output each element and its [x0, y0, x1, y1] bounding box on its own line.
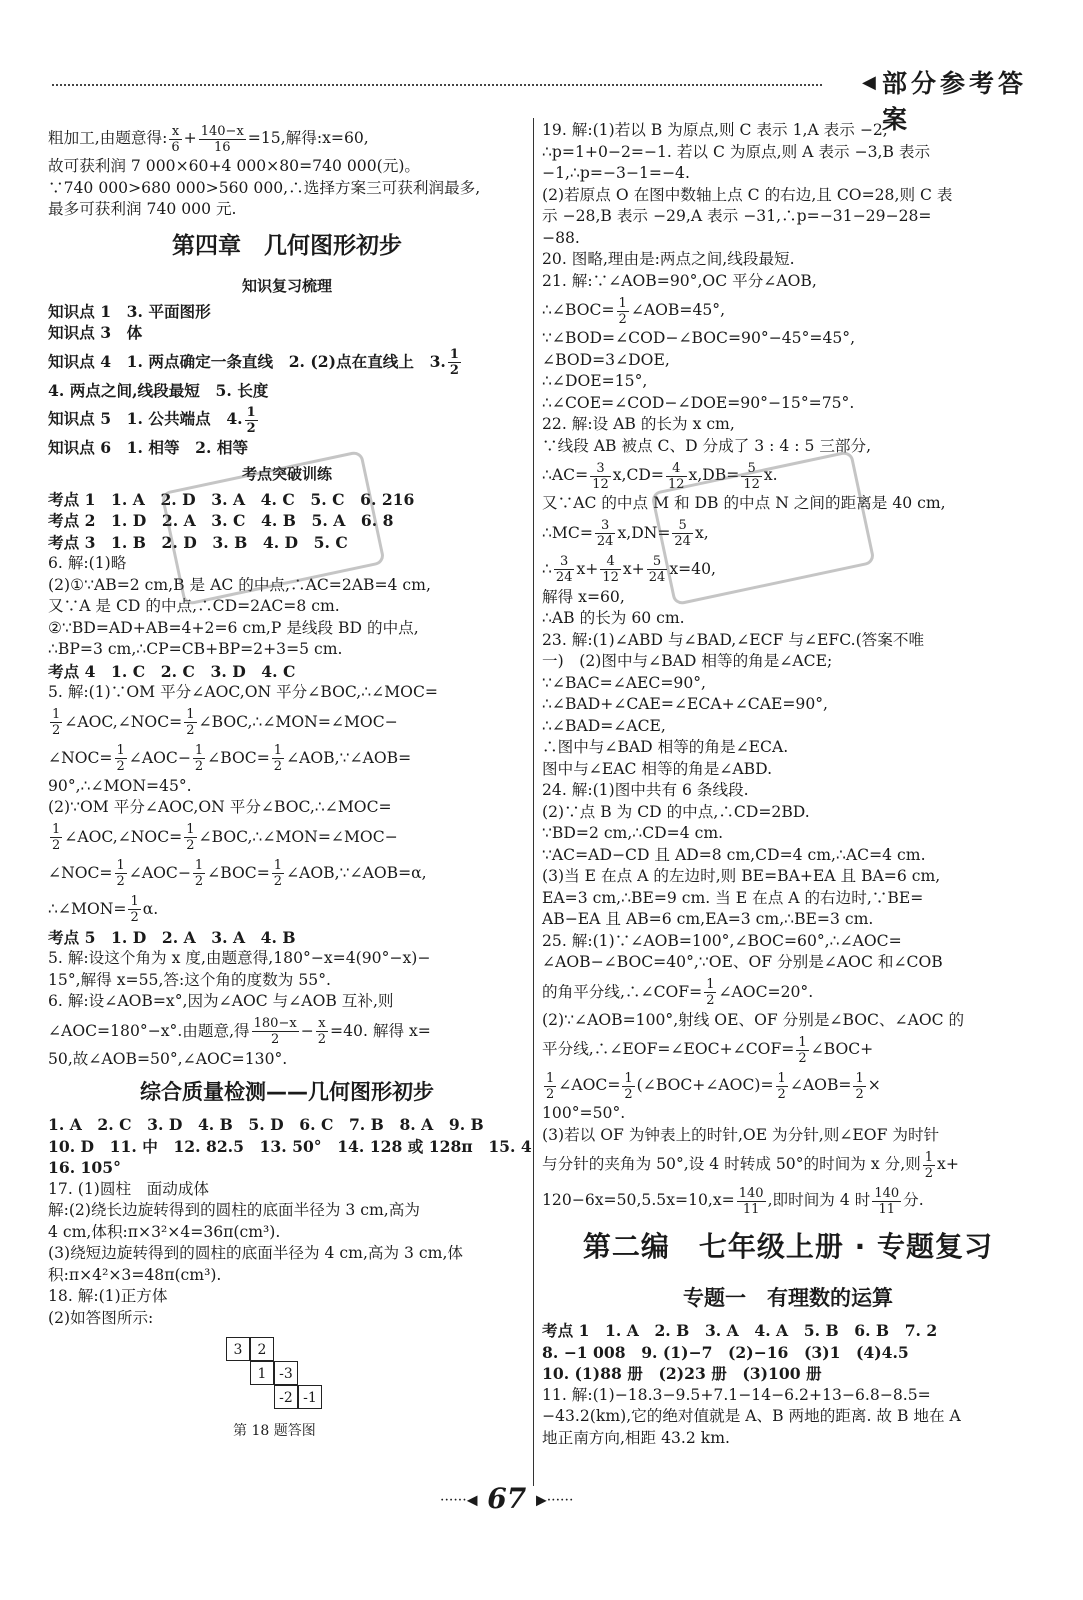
net-cell: -2	[274, 1385, 298, 1409]
text-line: (3)若以 OF 为钟表上的时针,OE 为分针,则∠EOF 为时针	[542, 1125, 940, 1144]
figure-caption: 第 18 题答图	[233, 1423, 316, 1439]
text-line: 考点 1 1. A 2. B 3. A 4. A 5. B 6. B 7. 2	[542, 1321, 938, 1340]
text-line: ∵∠BOD=∠COD−∠BOC=90°−45°=45°,	[542, 329, 856, 347]
text-line: 16. 105°	[48, 1158, 121, 1177]
net-cell: -1	[298, 1385, 322, 1409]
text-line: 19. 解:(1)若以 B 为原点,则 C 表示 1,A 表示 −2,	[542, 121, 888, 139]
text-line: 知识点 5 1. 公共端点 4. $\frac{1}{2}$	[48, 404, 256, 436]
text-line: 最多可获利润 740 000 元.	[48, 200, 237, 218]
net-cell: -3	[274, 1361, 298, 1385]
text-line: ∠AOC=180°−x°.由题意,得 $\frac{180-x}{2}$ − $\frac{x}{2}$ =40. 解得 x=	[48, 1016, 431, 1047]
text-line: 21. 解:∵∠AOB=90°,OC 平分∠AOB,	[542, 271, 817, 290]
text-line: 地正南方向,相距 43.2 km.	[542, 1428, 730, 1447]
text-line: 1. A 2. C 3. D 4. B 5. D 6. C 7. B 8. A 9. B	[48, 1115, 484, 1134]
text-line: 知识点 1 3. 平面图形	[48, 301, 211, 321]
text-line: 考点 1 1. A 2. D 3. A 4. C 5. C 6. 216	[48, 489, 415, 509]
text-line: 考点 3 1. B 2. D 3. B 4. D 5. C	[48, 532, 348, 552]
text-line: ∵BD=2 cm,∴CD=4 cm.	[542, 824, 724, 842]
text-line: ∴∠BAD+∠CAE=∠ECA+∠CAE=90°,	[542, 695, 828, 713]
text-line: 又∵AC 的中点 M 和 DB 的中点 N 之间的距离是 40 cm,	[542, 494, 946, 512]
text-line: ②∵BD=AD+AB=4+2=6 cm,P 是线段 BD 的中点,	[48, 618, 419, 637]
left-triangle-icon: ◀	[862, 72, 876, 93]
text-line: 平分线,∴∠EOF=∠EOC+∠COF= $\frac{1}{2}$ ∠BOC+	[542, 1034, 874, 1066]
text-line: 示 −28,B 表示 −29,A 表示 −31,∴p=−31−29−28=	[542, 207, 932, 225]
text-line: AB−EA 且 AB=6 cm,EA=3 cm,∴BE=3 cm.	[542, 910, 874, 928]
text-line: 知识点 3 体	[48, 323, 143, 342]
text-line: ∵∠BAC=∠AEC=90°,	[542, 673, 707, 692]
text-line: 10. D 11. 中 12. 82.5 13. 50° 14. 128 或 128π 15. 4	[48, 1136, 532, 1156]
text-line: 知识点 4 1. 两点确定一条直线 2. (2)点在直线上 3. $\frac{1}{2}$	[48, 347, 459, 378]
text-line: (2)∵点 B 为 CD 的中点,∴CD=2BD.	[542, 802, 810, 821]
text-line: 与分针的夹角为 50°,设 4 时转成 50°的时间为 x 分,则 $\frac{1}{2}$ x+	[542, 1149, 959, 1181]
text-line: 5. 解:(1)∵OM 平分∠AOC,ON 平分∠BOC,∴∠MOC=	[48, 683, 438, 701]
text-line: 24. 解:(1)图中共有 6 条线段.	[542, 781, 749, 799]
text-line: 积:π×4²×3=48π(cm³).	[48, 1265, 222, 1284]
text-line: (2)若原点 O 在图中数轴上点 C 的右边,且 CO=28,则 C 表	[542, 185, 953, 204]
text-line: 23. 解:(1)∠ABD 与∠BAD,∠ECF 与∠EFC.(答案不唯	[542, 630, 925, 649]
text-line: 5. 解:设这个角为 x 度,由题意得,180°−x=4(90°−x)−	[48, 949, 431, 967]
text-line: ∴AC= $\frac{3}{12}$ x,CD= $\frac{4}{12}$ x,DB= $\frac{5}{12}$ x.	[542, 460, 778, 492]
net-cell: 2	[250, 1337, 274, 1361]
text-line: ∴∠BAD=∠ACE,	[542, 716, 666, 735]
text-line: ∵AC=AD−CD 且 AD=8 cm,CD=4 cm,∴AC=4 cm.	[542, 845, 926, 864]
text-line: 粗加工,由题意得: $\frac{x}{6}$ + $\frac{140-x}{16}$ =15,解得:x=60,	[48, 123, 369, 155]
text-line: 25. 解:(1)∵∠AOB=100°,∠BOC=60°,∴∠AOC=	[542, 931, 902, 950]
text-line: 6. 解:(1)略	[48, 554, 127, 572]
text-line: 8. −1 008 9. (1)−7 (2)−16 (3)1 (4)4.5	[542, 1342, 909, 1362]
text-line: −88.	[542, 228, 580, 247]
topic-heading: 专题一 有理数的运算	[683, 1286, 893, 1310]
text-line: 90°,∴∠MON=45°.	[48, 776, 192, 795]
left-arrow-icon: ······◀	[440, 1492, 478, 1509]
text-line: 15°,解得 x=55,答:这个角的度数为 55°.	[48, 970, 331, 989]
text-line: 知识点 6 1. 相等 2. 相等	[48, 438, 249, 457]
text-line: $\frac{1}{2}$ ∠AOC= $\frac{1}{2}$ (∠BOC+∠AOC)= $\frac{1}{2}$ ∠AOB= $\frac{1}{2}$ ×	[546, 1070, 881, 1102]
left-column	[48, 120, 532, 1443]
text-line: 又∵A 是 CD 的中点,∴CD=2AC=8 cm.	[48, 597, 340, 615]
text-line: −1,∴p=−3−1=−4.	[542, 164, 690, 182]
text-line: 10. (1)88 册 (2)23 册 (3)100 册	[542, 1364, 822, 1383]
text-line: 考点 5 1. D 2. A 3. A 4. B	[48, 927, 296, 947]
page-footer	[440, 1482, 573, 1515]
text-line: 的角平分线,∴∠COF= $\frac{1}{2}$ ∠AOC=20°.	[542, 977, 814, 1008]
text-line: 50,故∠AOB=50°,∠AOC=130°.	[48, 1049, 288, 1068]
text-line: 考点 2 1. D 2. A 3. C 4. B 5. A 6. 8	[48, 511, 394, 530]
text-line: ∴BP=3 cm,∴CP=CB+BP=2+3=5 cm.	[48, 640, 343, 658]
right-arrow-icon: ▶······	[535, 1492, 574, 1509]
section-heading: 考点突破训练	[241, 464, 332, 483]
text-line: $\frac{1}{2}$ ∠AOC,∠NOC= $\frac{1}{2}$ ∠BOC,∴∠MON=∠MOC−	[52, 707, 398, 738]
text-line: −43.2(km),它的绝对值就是 A、B 两地的距离. 故 B 地在 A	[542, 1407, 961, 1425]
text-line: 18. 解:(1)正方体	[48, 1287, 168, 1305]
text-line: (2)∵∠AOB=100°,射线 OE、OF 分别是∠BOC、∠AOC 的	[542, 1010, 965, 1029]
text-line: ∠NOC= $\frac{1}{2}$ ∠AOC− $\frac{1}{2}$ ∠BOC= $\frac{1}{2}$ ∠AOB,∵∠AOB=α,	[48, 858, 427, 889]
header-dotted-rule	[52, 84, 822, 86]
header-title: 部分参考答案	[882, 69, 1028, 134]
text-line: 4. 两点之间,线段最短 5. 长度	[48, 380, 269, 400]
text-line: ∵线段 AB 被点 C、D 分成了 3 : 4 : 5 三部分,	[542, 436, 872, 455]
text-line: EA=3 cm,∴BE=9 cm. 当 E 在点 A 的右边时,∵BE=	[542, 888, 924, 907]
text-line: 考点 4 1. C 2. C 3. D 4. C	[48, 661, 296, 681]
text-line: ∠NOC= $\frac{1}{2}$ ∠AOC− $\frac{1}{2}$ ∠BOC= $\frac{1}{2}$ ∠AOB,∵∠AOB=	[48, 743, 412, 774]
text-line: ∴ $\frac{3}{24}$ x+ $\frac{4}{12}$ x+ $\frac{5}{24}$ x=40,	[542, 554, 716, 585]
text-line: ∴∠COE=∠COD−∠DOE=90°−15°=75°.	[542, 393, 855, 412]
section-heading: 知识复习梳理	[241, 276, 332, 295]
text-line: (2)①∵AB=2 cm,B 是 AC 的中点,∴AC=2AB=4 cm,	[48, 575, 431, 594]
text-line: $\frac{1}{2}$ ∠AOC,∠NOC= $\frac{1}{2}$ ∠BOC,∴∠MON=∠MOC−	[52, 822, 398, 853]
text-line: 图中与∠EAC 相等的角是∠ABD.	[542, 759, 773, 778]
text-line: ∵740 000>680 000>560 000,∴选择方案三可获利润最多,	[48, 178, 481, 197]
text-line: 4 cm,体积:π×3²×4=36π(cm³).	[48, 1222, 281, 1241]
text-line: (3)当 E 在点 A 的左边时,则 BE=BA+EA 且 BA=6 cm,	[542, 867, 941, 885]
text-line: 100°=50°.	[542, 1104, 626, 1122]
text-line: ∴∠BOC= $\frac{1}{2}$ ∠AOB=45°,	[542, 295, 726, 327]
text-line: ∴∠MON= $\frac{1}{2}$ α.	[48, 894, 159, 925]
net-cell: 1	[250, 1361, 274, 1385]
column-divider	[533, 118, 534, 1486]
text-line: 故可获利润 7 000×60+4 000×80=740 000(元)。	[48, 157, 420, 175]
text-line: 解得 x=60,	[542, 587, 625, 606]
text-line: 解:(2)绕长边旋转得到的圆柱的底面半径为 3 cm,高为	[48, 1201, 420, 1219]
text-line: ∴MC= $\frac{3}{24}$ x,DN= $\frac{5}{24}$ x,	[542, 518, 709, 549]
section-heading: 综合质量检测——几何图形初步	[140, 1080, 434, 1104]
text-line: 一) (2)图中与∠BAD 相等的角是∠ACE;	[542, 652, 833, 670]
text-line: 6. 解:设∠AOB=x°,因为∠AOC 与∠AOB 互补,则	[48, 992, 394, 1010]
text-line: 11. 解:(1)−18.3−9.5+7.1−14−6.2+13−6.8−8.5=	[542, 1385, 931, 1404]
text-line: ∴p=1+0−2=−1. 若以 C 为原点,则 A 表示 −3,B 表示	[542, 142, 931, 161]
text-line: (3)绕短边旋转得到的圆柱的底面半径为 4 cm,高为 3 cm,体	[48, 1244, 463, 1262]
text-line: ∠BOD=3∠DOE,	[542, 350, 670, 369]
text-line: (2)如答图所示:	[48, 1308, 154, 1327]
part-heading: 第二编 七年级上册 · 专题复习	[582, 1230, 994, 1263]
text-line: 120−6x=50,5.5x=10,x= $\frac{140}{11}$ ,即时间为 4 时 $\frac{140}{11}$ 分.	[542, 1185, 924, 1217]
right-column	[542, 120, 1034, 1449]
text-line: ∴图中与∠BAD 相等的角是∠ECA.	[542, 738, 789, 756]
text-line: ∴AB 的长为 60 cm.	[542, 609, 685, 627]
text-line: (2)∵OM 平分∠AOC,ON 平分∠BOC,∴∠MOC=	[48, 798, 392, 816]
net-cell: 3	[226, 1337, 250, 1361]
text-line: 20. 图略,理由是:两点之间,线段最短.	[542, 250, 795, 268]
cube-net-diagram	[226, 1337, 346, 1419]
text-line: ∴∠DOE=15°,	[542, 372, 648, 390]
chapter-heading: 第四章 几何图形初步	[172, 232, 402, 259]
page-number: 67	[487, 1482, 527, 1515]
text-line: 22. 解:设 AB 的长为 x cm,	[542, 415, 735, 433]
text-line: ∠AOB−∠BOC=40°,∵OE、OF 分别是∠AOC 和∠COB	[542, 953, 943, 971]
text-line: 17. (1)圆柱 面动成体	[48, 1179, 210, 1198]
